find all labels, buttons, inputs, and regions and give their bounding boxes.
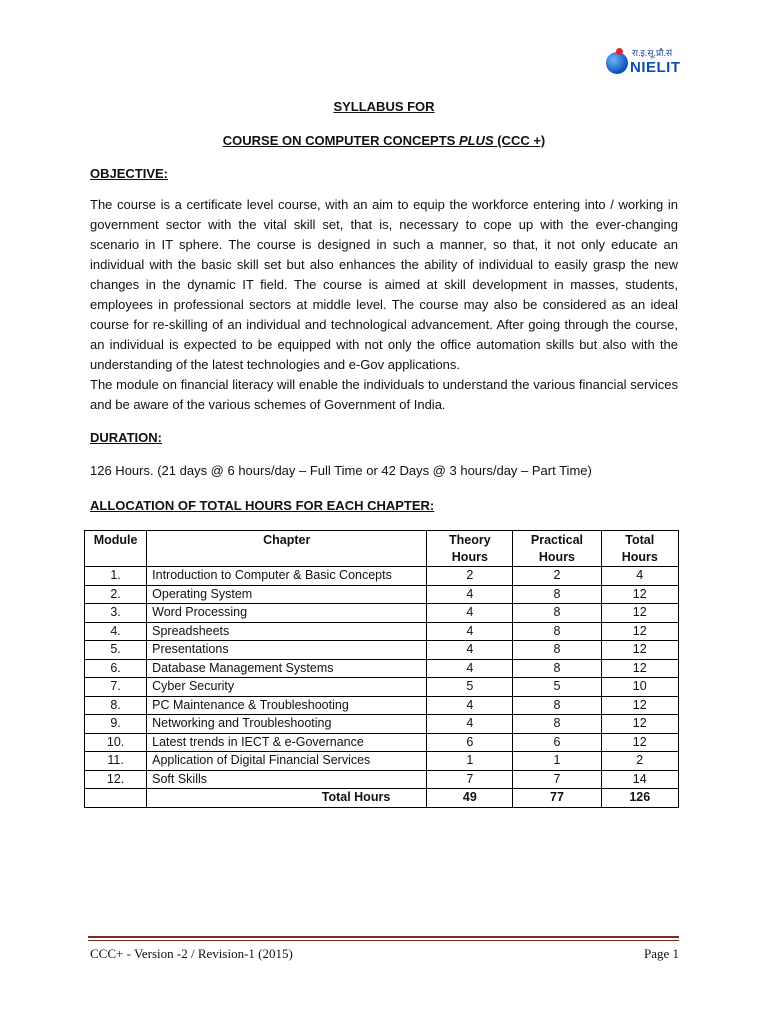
- header-theory: Theory Hours: [427, 531, 513, 567]
- header-module: Module: [85, 531, 147, 567]
- chapter-cell: Database Management Systems: [147, 659, 427, 678]
- duration-heading: DURATION:: [90, 430, 162, 445]
- footer-rule-thin: [88, 940, 679, 941]
- page-title: SYLLABUS FOR: [333, 99, 435, 114]
- total-cell: 12: [601, 715, 679, 734]
- total-cell: 12: [601, 659, 679, 678]
- table-row: [85, 678, 679, 697]
- table-body: [85, 567, 679, 789]
- module-cell: 4.: [85, 622, 147, 641]
- total-cell: 12: [601, 604, 679, 623]
- practical-cell: 8: [513, 604, 601, 623]
- course-title: [0, 133, 768, 148]
- logo-hindi-text: रा.इ.सू.प्रौ.सं: [632, 48, 673, 58]
- course-title-plus: PLUS: [458, 133, 494, 148]
- header-total: Total Hours: [601, 531, 679, 567]
- chapter-cell: PC Maintenance & Troubleshooting: [147, 696, 427, 715]
- total-total: 126: [601, 789, 679, 808]
- table-row: [85, 696, 679, 715]
- total-cell: 10: [601, 678, 679, 697]
- theory-cell: 4: [427, 641, 513, 660]
- module-cell: 12.: [85, 770, 147, 789]
- chapter-cell: Networking and Troubleshooting: [147, 715, 427, 734]
- practical-cell: 2: [513, 567, 601, 586]
- theory-cell: 4: [427, 622, 513, 641]
- theory-cell: 7: [427, 770, 513, 789]
- table-row: [85, 770, 679, 789]
- theory-cell: 4: [427, 604, 513, 623]
- chapter-cell: Introduction to Computer & Basic Concepts: [147, 567, 427, 586]
- practical-cell: 8: [513, 715, 601, 734]
- module-cell: 2.: [85, 585, 147, 604]
- theory-cell: 4: [427, 715, 513, 734]
- theory-cell: 6: [427, 733, 513, 752]
- theory-cell: 5: [427, 678, 513, 697]
- chapter-cell: Operating System: [147, 585, 427, 604]
- total-cell: 2: [601, 752, 679, 771]
- table-row: [85, 715, 679, 734]
- theory-cell: 4: [427, 659, 513, 678]
- chapter-cell: Latest trends in IECT & e-Governance: [147, 733, 427, 752]
- total-cell: 14: [601, 770, 679, 789]
- course-title-suffix: (CCC +): [493, 133, 546, 148]
- theory-cell: 4: [427, 585, 513, 604]
- total-cell: 4: [601, 567, 679, 586]
- table-row: [85, 567, 679, 586]
- logo-text: NIELIT: [630, 59, 681, 76]
- total-theory: 49: [427, 789, 513, 808]
- table-row: [85, 604, 679, 623]
- table-header-row: [85, 531, 679, 567]
- chapter-cell: Soft Skills: [147, 770, 427, 789]
- objective-paragraph: The course is a certificate level course, with an aim to equip the workforce entering into / working in government sector with the vital skill set, that is, necessary to cope up with the ever-changing scenario in IT sphere. The course is designed in such a manner, so that, it not only educate an individual with the basic skill set but also enhances the ability of individual to easily grasp the new changes in the dynamic IT field. The course is aimed at skill development in masses, students, employees in professional sectors at middle level. The course may also be considered as an ideal course for re-skilling of an individual and technological advancement. After going through the course, an individual is expected to be equipped with not only the office automation skills but also with the understanding of the latest technologies and e-Gov applications.: [90, 197, 678, 372]
- total-cell: 12: [601, 696, 679, 715]
- table-row: [85, 733, 679, 752]
- theory-cell: 1: [427, 752, 513, 771]
- module-cell: 8.: [85, 696, 147, 715]
- module-cell: 6.: [85, 659, 147, 678]
- hours-table: [84, 530, 679, 808]
- practical-cell: 5: [513, 678, 601, 697]
- chapter-cell: Cyber Security: [147, 678, 427, 697]
- practical-cell: 8: [513, 622, 601, 641]
- allocation-heading: ALLOCATION OF TOTAL HOURS FOR EACH CHAPTER:: [90, 498, 435, 513]
- total-cell: 12: [601, 641, 679, 660]
- total-cell: 12: [601, 622, 679, 641]
- chapter-cell: Presentations: [147, 641, 427, 660]
- table-row: [85, 622, 679, 641]
- header-practical: Practical Hours: [513, 531, 601, 567]
- module-cell: 7.: [85, 678, 147, 697]
- practical-cell: 8: [513, 641, 601, 660]
- table-row: [85, 659, 679, 678]
- total-practical: 77: [513, 789, 601, 808]
- logo-dot: [616, 48, 623, 55]
- total-cell: 12: [601, 733, 679, 752]
- module-cell: 10.: [85, 733, 147, 752]
- nielit-logo: [606, 46, 684, 80]
- total-row: [85, 789, 679, 808]
- practical-cell: 6: [513, 733, 601, 752]
- practical-cell: 8: [513, 659, 601, 678]
- module-cell: 9.: [85, 715, 147, 734]
- table-row: [85, 641, 679, 660]
- practical-cell: 8: [513, 585, 601, 604]
- page-number: Page 1: [643, 946, 679, 961]
- footer-version: CCC+ - Version -2 / Revision-1 (2015): [90, 946, 293, 961]
- module-cell: 3.: [85, 604, 147, 623]
- footer-rule: [88, 936, 679, 938]
- total-empty-cell: [85, 789, 147, 808]
- objective-heading: OBJECTIVE:: [90, 166, 169, 181]
- duration-text: 126 Hours. (21 days @ 6 hours/day – Full Time or 42 Days @ 3 hours/day – Part Time): [90, 463, 592, 478]
- total-cell: 12: [601, 585, 679, 604]
- module-cell: 5.: [85, 641, 147, 660]
- financial-literacy-paragraph: The module on financial literacy will enable the individuals to understand the various financial services and be aware of the various schemes of Government of India.: [90, 377, 678, 412]
- total-label: Total Hours: [147, 789, 427, 808]
- module-cell: 1.: [85, 567, 147, 586]
- table-row: [85, 752, 679, 771]
- chapter-cell: Word Processing: [147, 604, 427, 623]
- practical-cell: 7: [513, 770, 601, 789]
- practical-cell: 1: [513, 752, 601, 771]
- theory-cell: 4: [427, 696, 513, 715]
- table-row: [85, 585, 679, 604]
- course-title-prefix: COURSE ON COMPUTER CONCEPTS: [222, 133, 459, 148]
- chapter-cell: Spreadsheets: [147, 622, 427, 641]
- globe-icon: [606, 52, 628, 74]
- practical-cell: 8: [513, 696, 601, 715]
- module-cell: 11.: [85, 752, 147, 771]
- theory-cell: 2: [427, 567, 513, 586]
- chapter-cell: Application of Digital Financial Services: [147, 752, 427, 771]
- header-chapter: Chapter: [147, 531, 427, 567]
